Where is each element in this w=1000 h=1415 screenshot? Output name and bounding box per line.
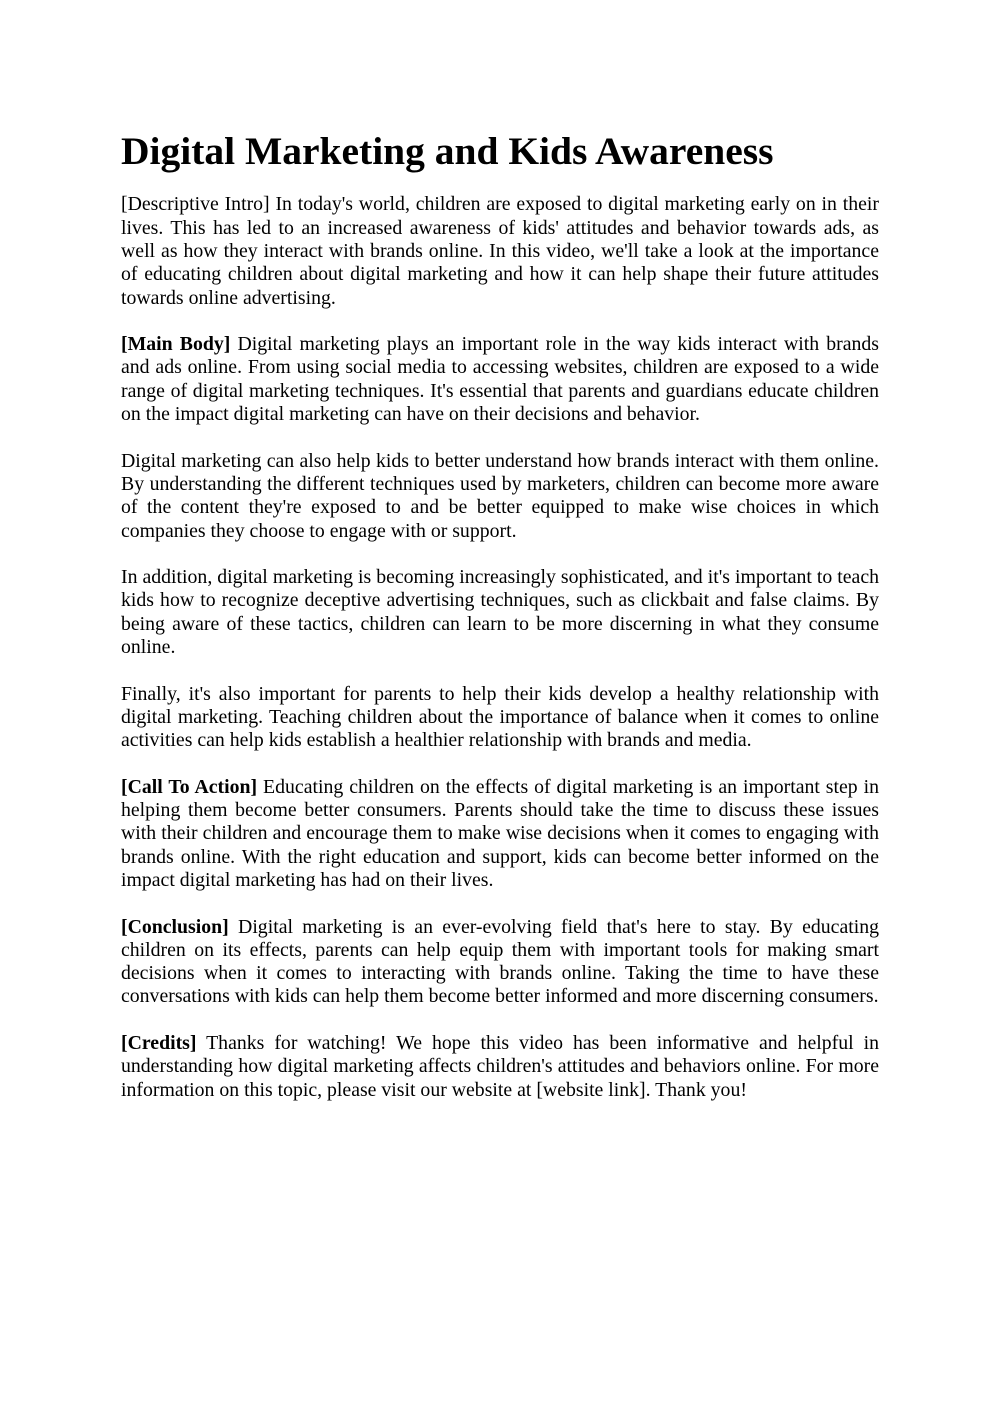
- section-label-credits: [Credits]: [121, 1032, 197, 1055]
- paragraph-call-to-action: [121, 776, 879, 892]
- section-label-main-body: [Main Body]: [121, 333, 231, 356]
- paragraph-body-3: [121, 566, 879, 659]
- paragraph-text: Digital marketing plays an important role in the way kids interact with brands and ads online. From using social media to accessing websites, children are exposed to a wide range of digital marketing techniques. It's essential that parents and guardians educate children on the impact digital marketing can have on their decisions and behavior.: [121, 333, 879, 426]
- paragraph-body-4: [121, 683, 879, 753]
- paragraph-text: In addition, digital marketing is becoming increasingly sophisticated, and it's important to teach kids how to recognize deceptive advertising techniques, such as clickbait and false claims. By being aware of these tactics, children can learn to be more discerning in what they consume online.: [121, 566, 879, 659]
- section-label-call-to-action: [Call To Action]: [121, 775, 258, 798]
- paragraph-text: Educating children on the effects of digital marketing is an important step in helping them become better consumers. Parents should take the time to discuss these issues with their children and encourage them to make wise decisions when it comes to engaging with brands online. With the right education and support, kids can become better informed on the impact digital marketing has had on their lives.: [121, 775, 880, 891]
- paragraph-credits: [121, 1032, 879, 1102]
- section-label-conclusion: [Conclusion]: [121, 915, 229, 938]
- paragraph-conclusion: [121, 916, 879, 1009]
- paragraph-main-body: [121, 333, 879, 426]
- paragraph-text: Finally, it's also important for parents to help their kids develop a healthy relationship with digital marketing. Teaching children about the importance of balance when it comes to online activities can help kids establish a healthier relationship with brands and media.: [121, 682, 879, 752]
- document-page: [121, 112, 879, 1102]
- paragraph-text: Digital marketing is an ever-evolving field that's here to stay. By educating children on its effects, parents can help equip them with important tools for making smart decisions when it comes to interacting with brands online. Taking the time to have these conversations with kids can help them become better informed and more discerning consumers.: [121, 915, 879, 1008]
- paragraph-text: Thanks for watching! We hope this video has been informative and helpful in understanding how digital marketing affects children's attitudes and behaviors online. For more information on this topic, please visit our website at [website link]. Thank you!: [121, 1032, 879, 1101]
- paragraph-text: [Descriptive Intro] In today's world, children are exposed to digital marketing early on in their lives. This has led to an increased awareness of kids' attitudes and behavior towards ads, as well as how they interact with brands online. In this video, we'll take a look at the importance of educating children about digital marketing and how it can help shape their future attitudes towards online advertising.: [121, 193, 879, 309]
- paragraph-text: Digital marketing can also help kids to better understand how brands interact with them online. By understanding the different techniques used by marketers, children can become more aware of the content they're exposed to and be better equipped to make wise choices in which companies they choose to engage with or support.: [121, 449, 879, 542]
- paragraph-descriptive-intro: [121, 193, 879, 309]
- document-title: Digital Marketing and Kids Awareness: [121, 129, 774, 173]
- paragraph-body-2: [121, 450, 879, 543]
